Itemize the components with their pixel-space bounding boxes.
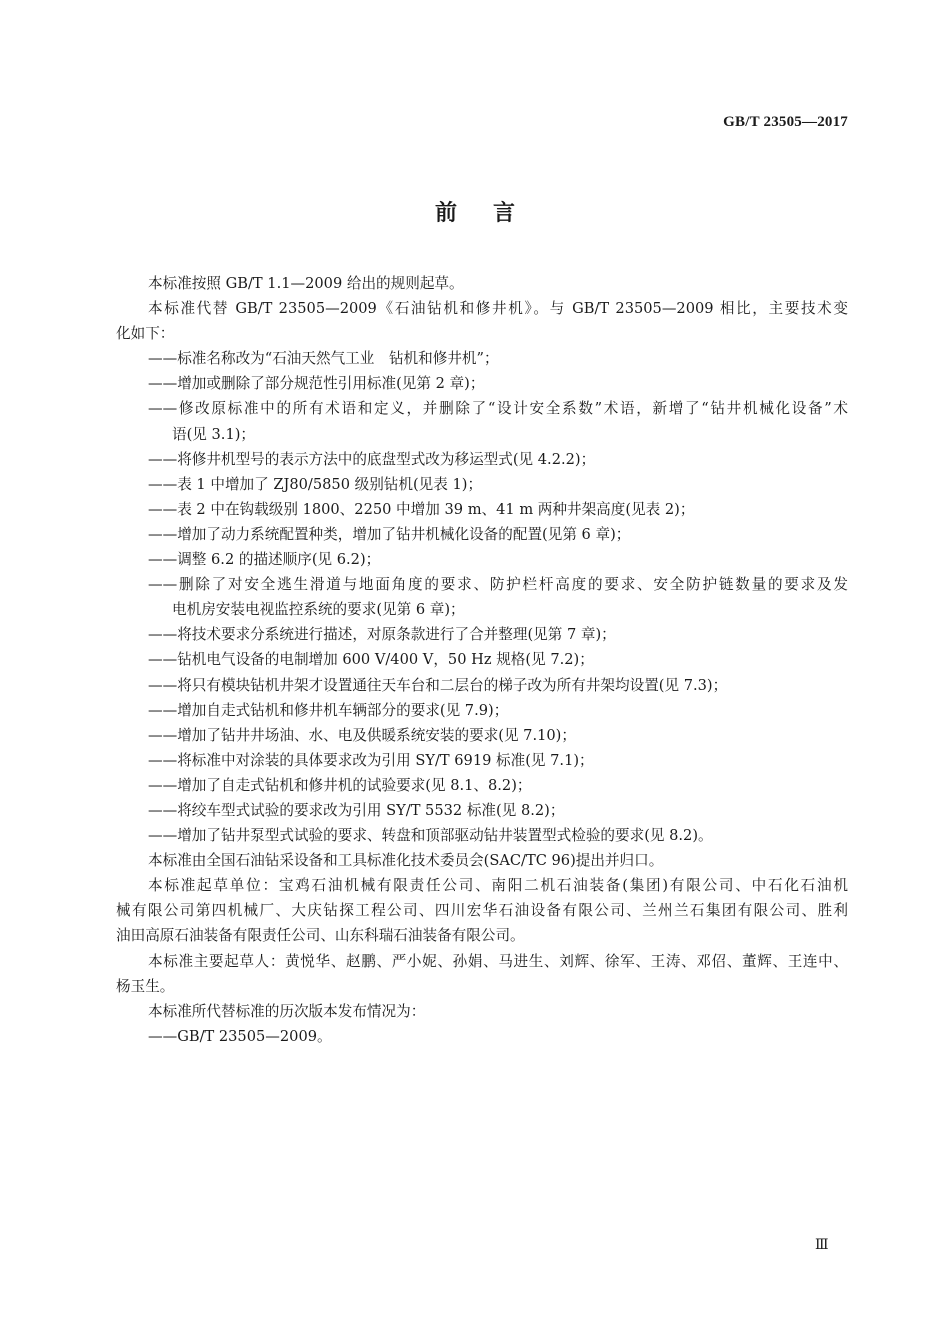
change-list-item: ——增加了自走式钻机和修井机的试验要求(见 8.1、8.2)； [148,776,532,794]
change-list-item: ——删除了对安全逃生滑道与地面角度的要求、防护栏杆高度的要求、安全防护链数量的要求及发 [148,576,848,594]
paragraph-proposed-by: 本标准由全国石油钻采设备和工具标准化技术委员会(SAC/TC 96)提出并归口。 [148,852,664,870]
paragraph-replaces: 本标准代替 GB/T 23505—2009《石油钻机和修井机》。与 GB/T 23505—2009 相比，主要技术变 [148,300,848,318]
history-item: ——GB/T 23505—2009。 [148,1027,332,1045]
paragraph-drafting-units-cont: 油田高原石油装备有限责任公司、山东科瑞石油装备有限公司。 [116,927,525,945]
paragraph-drafting-units-cont: 械有限公司第四机械厂、大庆钻探工程公司、四川宏华石油设备有限公司、兰州兰石集团有限公司、胜利 [116,902,848,920]
standard-code-header: GB/T 23505—2017 [723,114,848,130]
change-list-item: ——将技术要求分系统进行描述，对原条款进行了合并整理(见第 7 章)； [148,626,616,644]
change-list-item: ——将标准中对涂装的具体要求改为引用 SY/T 6919 标准(见 7.1)； [148,751,594,769]
change-list-item-cont: 语(见 3.1)； [172,425,256,443]
change-list-item: ——增加自走式钻机和修井机车辆部分的要求(见 7.9)； [148,701,509,719]
change-list-item: ——标准名称改为“石油天然气工业 钻机和修井机”； [148,350,499,368]
change-list-item: ——表 1 中增加了 ZJ80/5850 级别钻机(见表 1)； [148,475,483,493]
paragraph-history: 本标准所代替标准的历次版本发布情况为： [148,1002,426,1020]
paragraph-main-drafters-cont: 杨玉生。 [116,977,175,995]
paragraph-drafting-rules: 本标准按照 GB/T 1.1—2009 给出的规则起草。 [148,275,464,292]
paragraph-drafting-units: 本标准起草单位：宝鸡石油机械有限责任公司、南阳二机石油装备(集团)有限公司、中石化石油机 [148,877,848,895]
change-list-item: ——修改原标准中的所有术语和定义，并删除了“设计安全系数”术语，新增了“钻井机械化设备”术 [148,400,848,418]
change-list-item: ——将绞车型式试验的要求改为引用 SY/T 5532 标准(见 8.2)； [148,801,565,819]
change-list-item: ——表 2 中在钩载级别 1800、2250 中增加 39 m、41 m 两种井架高度(见表 2)； [148,500,695,518]
change-list-item: ——增加了动力系统配置种类，增加了钻井机械化设备的配置(见第 6 章)； [148,525,631,543]
change-list-item: ——增加了钻井泵型式试验的要求、转盘和顶部驱动钻井装置型式检验的要求(见 8.2)。 [148,827,713,845]
change-list [116,346,848,848]
foreword-body [116,271,848,1049]
page-title: 前言 [434,201,551,226]
change-list-item: ——调整 6.2 的描述顺序(见 6.2)； [148,551,381,569]
paragraph-main-drafters: 本标准主要起草人：黄悦华、赵鹏、严小妮、孙娟、马进生、刘辉、徐军、王涛、邓佋、董辉、王连中、 [148,952,848,970]
change-list-item: ——增加或删除了部分规范性引用标准(见第 2 章)； [148,375,485,393]
change-list-item-cont: 电机房安装电视监控系统的要求(见第 6 章)； [172,601,465,619]
paragraph-replaces-cont: 化如下： [116,325,175,343]
change-list-item: ——钻机电气设备的电制增加 600 V/400 V，50 Hz 规格(见 7.2)； [148,651,594,669]
change-list-item: ——增加了钻井井场油、水、电及供暖系统安装的要求(见 7.10)； [148,726,576,744]
page-number: Ⅲ [815,1237,829,1253]
change-list-item: ——将只有模块钻机井架才设置通往天车台和二层台的梯子改为所有井架均设置(见 7.3)； [148,676,728,694]
change-list-item: ——将修井机型号的表示方法中的底盘型式改为移运型式(见 4.2.2)； [148,450,596,468]
